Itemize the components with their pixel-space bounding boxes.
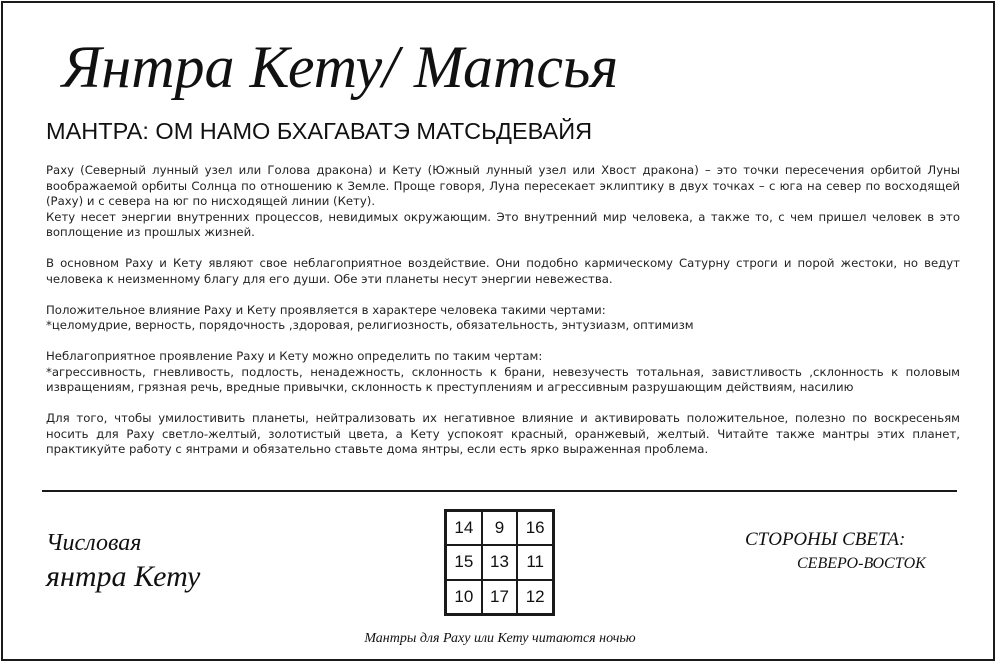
- paragraph-line: Неблагоприятное проявление Раху и Кету можно определить по таким чертам:: [46, 349, 543, 363]
- divider: [42, 490, 957, 492]
- paragraph-emphasis: Раху (Северный лунный узел или Голова дракона) и Кету (Южный лунный узел или Хвост дракона) –: [46, 163, 711, 177]
- paragraph-recommendations: Для того, чтобы умилостивить планеты, нейтрализовать их негативное влияние и активировать положительное, полезно по воскресеньям носить для Раху светло-желтый, золотистый цвета, а Кету успокоят красный, оранжевый, желтый. Читайте также мантры этих планет, практикуйте работу с янтрами и обязательно ставьте дома янтры, если есть ярко выраженная проблема.: [46, 411, 960, 456]
- yantra-label-line2: янтра Кету: [46, 560, 201, 593]
- paragraph-emphasis: Раху и Кету: [125, 256, 203, 270]
- magic-square: [444, 509, 555, 616]
- description-text: [46, 163, 960, 473]
- paragraph-text: .: [608, 271, 613, 286]
- magic-square-cell: 11: [517, 545, 553, 579]
- direction-label: СТОРОНЫ СВЕТА:: [745, 529, 906, 550]
- paragraph-negative-traits: [46, 349, 960, 396]
- paragraph-unfavorable-influence: [46, 256, 960, 287]
- paragraph-ketu-energy: [46, 210, 960, 241]
- paragraph-line: *агрессивность, гневливость, подлость, ненадежность, склонность к брани, невезучесть тотальная, завистливость ,склонность к половым извращениям, грязная речь, вредные привычки, склонность к преступлениям и агрессивным разрушающим действиям, насилию: [46, 364, 960, 394]
- paragraph-emphasis: Кету: [46, 209, 76, 224]
- magic-square-cell: 14: [446, 511, 482, 545]
- page-title: Янтра Кету/ Матсья: [62, 34, 619, 100]
- magic-square-cell: 13: [482, 545, 518, 579]
- yantra-label-line1: Числовая: [46, 530, 142, 556]
- paragraph-line: Положительное влияние Раху и Кету проявляется в характере человека такими чертами:: [46, 302, 606, 317]
- paragraph-rahu-ketu-definition: [46, 163, 960, 210]
- magic-square-cell: 10: [446, 580, 482, 614]
- paragraph-text: В основном: [46, 256, 126, 270]
- mantra-heading: МАНТРА: ОМ НАМО БХАГАВАТЭ МАТСЬДЕВАЙЯ: [46, 118, 593, 144]
- magic-square-cell: 16: [517, 511, 553, 545]
- paragraph-text: это точки пересечения орбитой Луны воображаемой орбиты Солнца по отношению к Земле. Проще говоря, Луна пересекает эклиптику в двух точках – с юга на север по восходящей (Раху) и с севера на юг по нисходящей линии (Кету).: [46, 163, 960, 208]
- magic-square-cell: 17: [482, 580, 518, 614]
- paragraph-text: являют свое неблагоприятное воздействие. Они подобно кармическому Сатурну строги и порой жестоки, но ведут человека к неизменному благу для его души. Обе эти планеты несут энергии: [46, 256, 960, 286]
- magic-square-cell: 9: [482, 511, 518, 545]
- paragraph-emphasis: невежества: [534, 271, 609, 286]
- magic-square-cell: 15: [446, 545, 482, 579]
- direction-value: СЕВЕРО-ВОСТОК: [797, 555, 926, 572]
- magic-square-cell: 12: [517, 580, 553, 614]
- paragraph-line: *целомудрие, верность, порядочность ,здоровая, религиозность, обязательность, энтузиазм, оптимизм: [46, 318, 694, 332]
- paragraph-text: несет энергии внутренних процессов, невидимых окружающим. Это внутренний мир человека, а также то, с чем пришел человек в это воплощение из прошлых жизней.: [46, 209, 960, 239]
- footnote: Мантры для Раху или Кету читаются ночью: [364, 631, 636, 646]
- paragraph-positive-traits: [46, 303, 960, 334]
